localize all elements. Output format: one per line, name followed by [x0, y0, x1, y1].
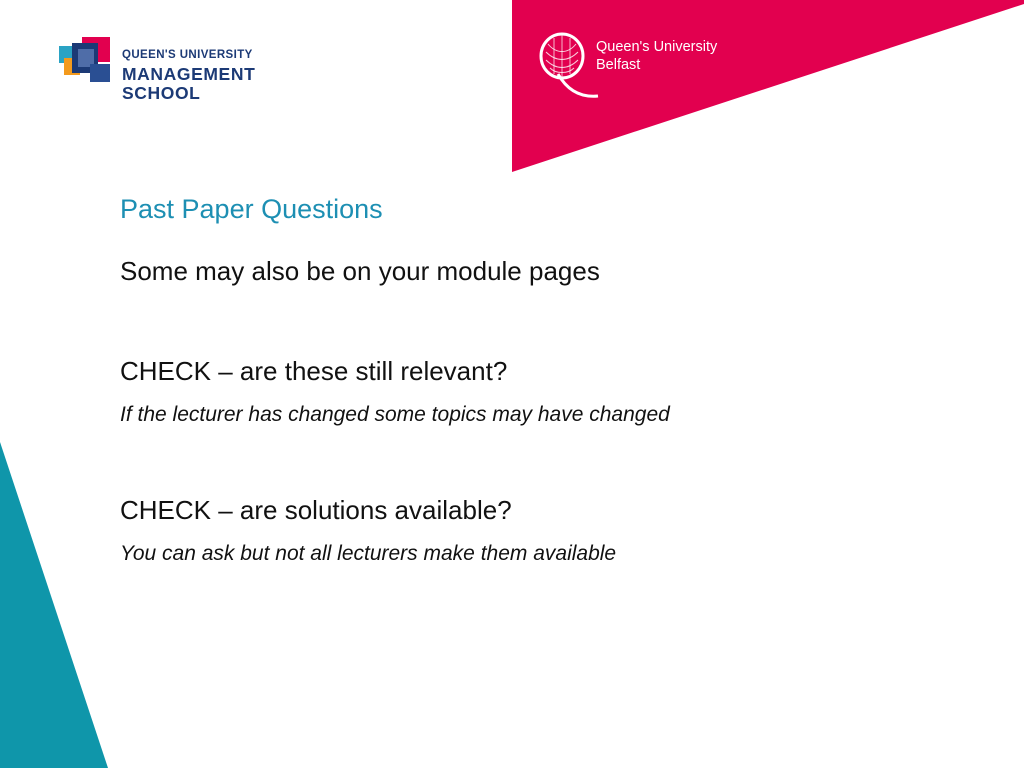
body-line-lecturer-note: If the lecturer has changed some topics may have changed: [120, 403, 670, 426]
management-school-logo: [58, 34, 298, 114]
management-school-logo-icon: [58, 34, 112, 86]
slide-title: Past Paper Questions: [120, 194, 383, 224]
logo-text-line3: SCHOOL: [122, 83, 201, 103]
body-line-module-pages: Some may also be on your module pages: [120, 256, 600, 286]
body-line-check-solutions: CHECK – are solutions available?: [120, 495, 512, 525]
logo-text-line2: MANAGEMENT: [122, 63, 256, 84]
queens-q-crest-icon: [538, 30, 602, 106]
university-logo: [538, 30, 758, 106]
logo-text-line1: QUEEN'S UNIVERSITY: [122, 49, 253, 61]
management-school-logo-text: [122, 50, 255, 103]
body-line-check-relevant: CHECK – are these still relevant?: [120, 356, 508, 386]
university-logo-text: [596, 39, 717, 73]
body-line-solutions-note: You can ask but not all lecturers make them available: [120, 542, 617, 565]
university-city: Belfast: [596, 57, 641, 73]
teal-triangle: [0, 442, 108, 768]
university-name: Queen's University: [596, 39, 718, 55]
